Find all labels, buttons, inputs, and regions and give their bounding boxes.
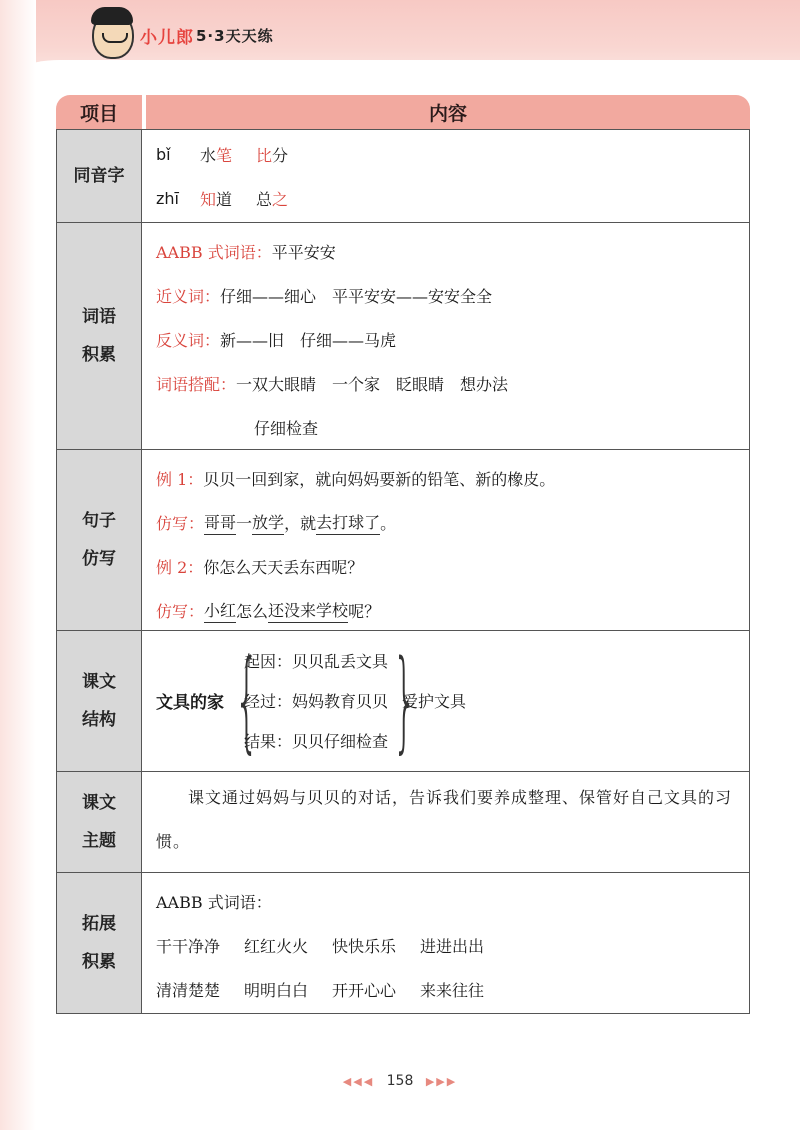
right-arrows-icon: ▶▶▶ bbox=[425, 1075, 458, 1088]
vocab-line: 仔细检查 bbox=[254, 418, 319, 438]
structure-title: 文具的家 bbox=[156, 692, 224, 713]
summary-table bbox=[56, 95, 750, 1014]
sentence-line: 仿写： 哥哥 一 放学 ，就 去打球了 。 bbox=[156, 500, 735, 544]
left-stripe bbox=[0, 0, 36, 1130]
structure-item: 结果：贝贝仔细检查 bbox=[244, 731, 389, 751]
row-vocabulary bbox=[56, 223, 750, 450]
right-brace-icon: } bbox=[392, 636, 418, 764]
row-label: 同音字 bbox=[57, 130, 142, 222]
structure-item: 起因：贝贝乱丢文具 bbox=[244, 651, 389, 671]
row-sentence-imitation bbox=[56, 450, 750, 631]
extension-heading: AABB 式词语： bbox=[156, 892, 272, 912]
sentence-line: 仿写： 小红 怎么 还没来学校 呢？ bbox=[156, 588, 735, 632]
row-label: 句子 仿写 bbox=[57, 450, 142, 630]
vocab-line: AABB 式词语： 平平安安 bbox=[156, 242, 336, 262]
row-text-theme bbox=[56, 772, 750, 873]
page-number: 158 bbox=[386, 1073, 414, 1089]
extension-line: 清清楚楚 明明白白 开开心心 来来往往 bbox=[156, 980, 485, 1000]
theme-paragraph: 课文通过妈妈与贝贝的对话，告诉我们要养成整理、保管好自己文具的习惯。 bbox=[156, 788, 733, 851]
vocab-line: 反义词： 新——旧 仔细——马虎 bbox=[156, 330, 397, 350]
brand-name: 小儿郎 bbox=[140, 27, 194, 48]
structure-diagram bbox=[156, 637, 735, 763]
table-header bbox=[56, 95, 750, 129]
brand-series: 5·3天天练 bbox=[196, 26, 274, 45]
left-brace-icon: { bbox=[234, 636, 260, 764]
vocab-line: 近义词： 仔细——细心 平平安安——安安全全 bbox=[156, 286, 493, 306]
mascot-icon bbox=[92, 11, 134, 59]
header-content: 内容 bbox=[146, 95, 750, 129]
vocab-line: 词语搭配： 一双大眼睛 一个家 眨眼睛 想办法 bbox=[156, 374, 509, 394]
header-item: 项目 bbox=[56, 95, 142, 129]
brand bbox=[92, 10, 274, 60]
structure-item: 经过：妈妈教育贝贝 bbox=[244, 691, 389, 711]
sentence-line: 例 2： 你怎么天天丢东西呢？ bbox=[156, 557, 364, 577]
homophone-line: zhī 知 道 总 之 bbox=[156, 188, 289, 209]
structure-result: 爱护文具 bbox=[402, 691, 467, 711]
row-label: 拓展 积累 bbox=[57, 873, 142, 1013]
extension-line: 干干净净 红红火火 快快乐乐 进进出出 bbox=[156, 936, 485, 956]
page-footer bbox=[0, 1073, 800, 1089]
row-label: 课文 主题 bbox=[57, 772, 142, 872]
row-label: 词语 积累 bbox=[57, 223, 142, 449]
homophone-line: bǐ 水 笔 比 分 bbox=[156, 144, 289, 165]
row-label: 课文 结构 bbox=[57, 631, 142, 771]
sentence-line: 例 1： 贝贝一回到家，就向妈妈要新的铅笔、新的橡皮。 bbox=[156, 469, 556, 489]
row-extension bbox=[56, 873, 750, 1014]
row-text-structure bbox=[56, 631, 750, 772]
row-homophones bbox=[56, 129, 750, 223]
left-arrows-icon: ◀◀◀ bbox=[342, 1075, 375, 1088]
